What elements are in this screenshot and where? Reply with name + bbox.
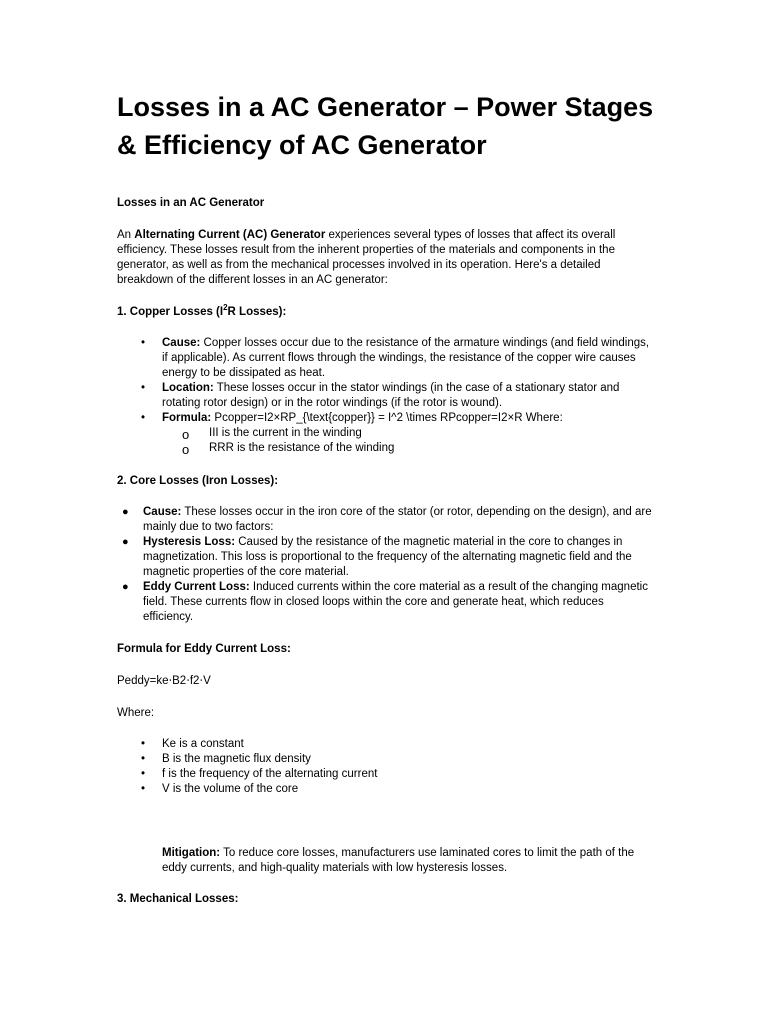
list-item — [141, 381, 652, 411]
copper-losses-heading — [117, 305, 286, 320]
bullet-icon: • — [141, 753, 146, 765]
core-losses-heading: 2. Core Losses (Iron Losses): — [117, 475, 279, 487]
subitem-text: III is the current in the winding — [209, 427, 362, 439]
bullet-icon: • — [141, 783, 146, 795]
circle-bullet-icon: o — [182, 442, 190, 457]
list-item — [141, 782, 642, 797]
intro-before: An — [117, 229, 135, 241]
subitem-text: RRR is the resistance of the winding — [209, 442, 395, 454]
where-label: Where: — [117, 707, 155, 719]
bullet-icon: • — [141, 768, 146, 780]
item-label: Formula: — [162, 412, 212, 424]
bullet-icon: • — [141, 738, 146, 750]
intro-bold: Alternating Current (AC) Generator — [134, 229, 326, 241]
copper-heading-post: R Losses): — [227, 306, 287, 318]
bullet-icon: ● — [122, 536, 129, 548]
section-heading: Losses in an AC Generator — [117, 197, 265, 209]
item-label: Location: — [162, 382, 214, 394]
item-text: Ke is a constant — [162, 738, 244, 750]
item-text: V is the volume of the core — [162, 783, 299, 795]
mitigation-paragraph — [162, 846, 652, 876]
list-item — [141, 336, 652, 381]
item-text: Induced currents within the core material as a result of the changing magnetic field. These currents flow in closed loops within the core and generate heat, which reduces efficiency. — [143, 581, 648, 623]
item-text: These losses occur in the iron core of the stator (or rotor, depending on the design), and are mainly due to two factors: — [143, 506, 652, 533]
list-item — [141, 411, 652, 426]
list-item — [122, 535, 653, 580]
core-losses-list — [122, 505, 653, 625]
item-text: Caused by the resistance of the magnetic material in the core to changes in magnetization. This loss is proportional to the frequency of the alternating magnetic field and the magnetic properties of the core material. — [143, 536, 632, 578]
copper-sublist — [182, 426, 649, 457]
mitigation-label: Mitigation: — [162, 847, 221, 859]
item-label: Cause: — [162, 337, 201, 349]
list-item — [141, 737, 642, 752]
item-text: Pcopper=I2×RP_{\text{copper}} = I^2 \times RPcopper=I2×R Where: — [211, 412, 563, 424]
bullet-icon: • — [141, 337, 146, 349]
intro-paragraph — [117, 228, 637, 288]
bullet-icon: ● — [122, 581, 129, 593]
item-label: Eddy Current Loss: — [143, 581, 250, 593]
copper-heading-sup: 2 — [223, 303, 228, 313]
bullet-icon: ● — [122, 506, 129, 518]
circle-bullet-icon: o — [182, 427, 190, 442]
eddy-formula-heading: Formula for Eddy Current Loss: — [117, 643, 291, 655]
mitigation-text: To reduce core losses, manufacturers use laminated cores to limit the path of the eddy currents, and high-quality materials with low hysteresis losses. — [162, 847, 635, 874]
item-text: Copper losses occur due to the resistance of the armature windings (and field windings, if applicable). As current flows through the windings, the resistance of the copper wire causes energy to be dissipated as heat. — [162, 337, 650, 379]
bullet-icon: • — [141, 412, 146, 424]
item-text: These losses occur in the stator windings (in the case of a stationary stator and rotating rotor design) or in the rotor windings (if the rotor is wound). — [162, 382, 620, 409]
item-label: Cause: — [143, 506, 182, 518]
item-text: B is the magnetic flux density — [162, 753, 311, 765]
list-item — [141, 752, 642, 767]
bullet-icon: • — [141, 382, 146, 394]
item-label: Hysteresis Loss: — [143, 536, 236, 548]
page-title: Losses in a AC Generator – Power Stages & Efficiency of AC Generator — [117, 92, 654, 160]
item-text: f is the frequency of the alternating current — [162, 768, 378, 780]
eddy-formula: Peddy=ke⋅B2⋅f2⋅V — [117, 675, 211, 687]
list-item — [182, 441, 649, 457]
list-item — [182, 426, 649, 442]
intro-after: experiences several types of losses that affect its overall efficiency. These losses result from the inherent properties of the materials and components in the generator, as well as from the mechanical processes involved in its operation. Here's a detailed breakdown of the different losses in an AC generator: — [117, 229, 616, 286]
list-item — [141, 767, 642, 782]
eddy-variables-list — [141, 737, 642, 797]
copper-heading-pre: 1. Copper Losses (I — [117, 306, 224, 318]
list-item — [122, 505, 653, 535]
copper-losses-list — [141, 336, 652, 426]
list-item — [122, 580, 653, 625]
mechanical-losses-heading: 3. Mechanical Losses: — [117, 893, 239, 905]
